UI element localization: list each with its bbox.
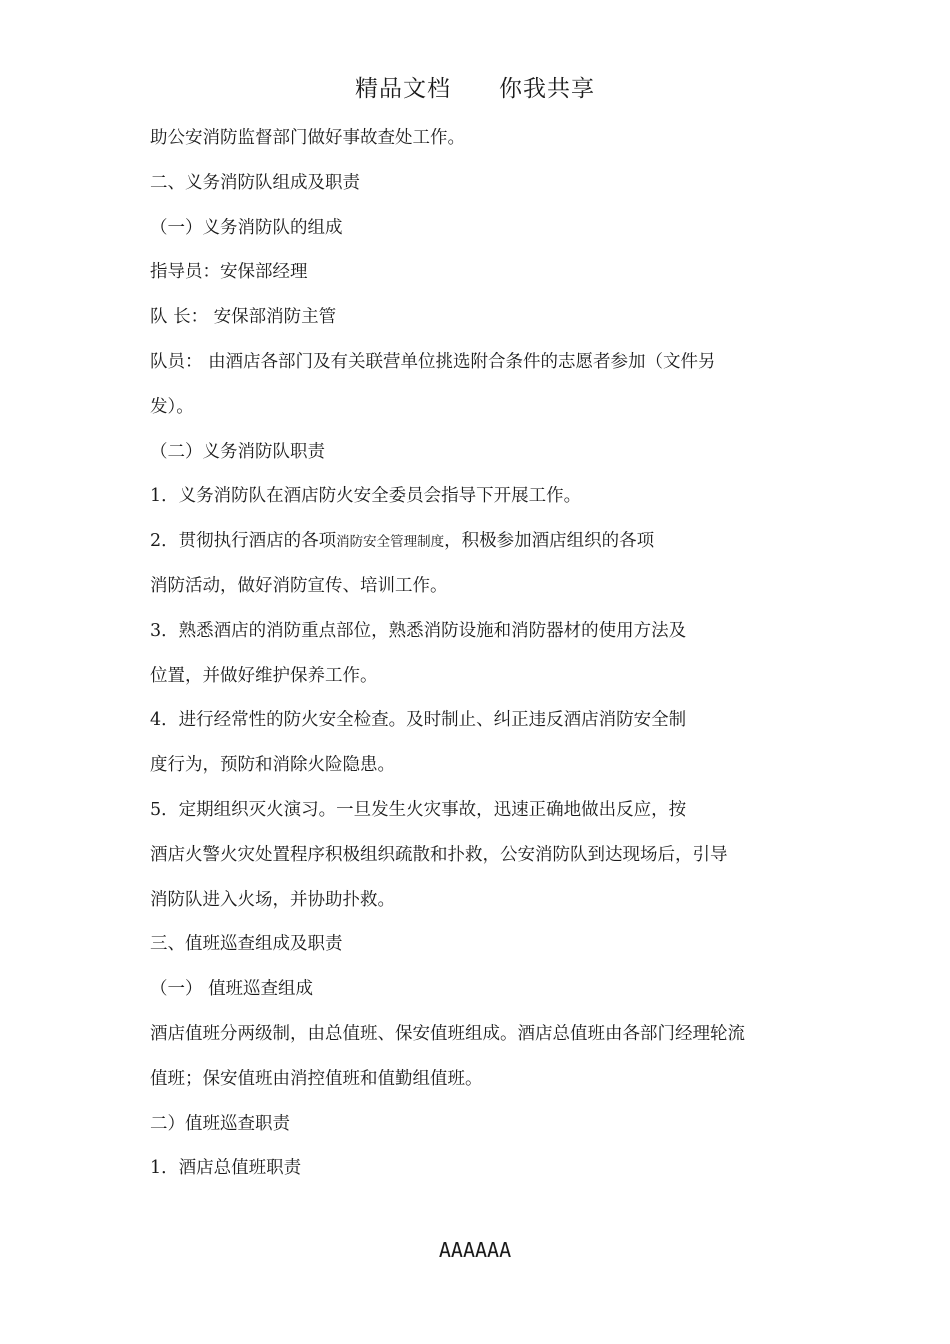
section-heading: 二、义务消防队组成及职责 [150, 172, 360, 193]
page-footer: AAAAAA [438, 1238, 512, 1262]
list-item: 1．义务消防队在酒店防火安全委员会指导下开展工作。 [150, 486, 582, 507]
subsection-heading: 二）值班巡查职责 [150, 1113, 290, 1134]
body-line: 度行为，预防和消除火险隐患。 [150, 755, 395, 776]
list-item-small-text: 消防安全管理制度 [336, 534, 445, 551]
body-line: 酒店值班分两级制，由总值班、保安值班组成。酒店总值班由各部门经理轮流 [150, 1023, 745, 1044]
body-line: 酒店火警火灾处置程序积极组织疏散和扑救，公安消防队到达现场后，引导 [150, 844, 728, 865]
document-body [150, 124, 820, 1199]
body-line: 消防活动，做好消防宣传、培训工作。 [150, 575, 448, 596]
header-right-text: 你我共享 [499, 76, 595, 102]
body-line: 位置，并做好维护保养工作。 [150, 665, 378, 686]
body-line: 队 长： 安保部消防主管 [150, 307, 337, 328]
header-left-text: 精品文档 [355, 76, 451, 102]
list-item [150, 527, 820, 572]
list-item: 1．酒店总值班职责 [150, 1158, 302, 1179]
page-header [0, 70, 950, 103]
body-line: 助公安消防监督部门做好事故查处工作。 [150, 128, 465, 148]
list-item: 3．熟悉酒店的消防重点部位，熟悉消防设施和消防器材的使用方法及 [150, 620, 687, 641]
subsection-heading: （一） 值班巡查组成 [150, 979, 314, 1000]
subsection-heading: （二）义务消防队职责 [150, 441, 325, 462]
subsection-heading: （一）义务消防队的组成 [150, 217, 343, 238]
list-item: 5．定期组织灭火演习。一旦发生火灾事故，迅速正确地做出反应，按 [150, 799, 687, 820]
body-line: 值班；保安值班由消控值班和值勤组值班。 [150, 1068, 483, 1089]
list-item-text: ，积极参加酒店组织的各项 [444, 531, 655, 552]
body-line: 指导员：安保部经理 [150, 262, 308, 283]
body-line: 队员： 由酒店各部门及有关联营单位挑选附合条件的志愿者参加（文件另 [150, 351, 716, 372]
body-line: 消防队进入火场，并协助扑救。 [150, 889, 395, 910]
body-line: 发）。 [150, 396, 194, 417]
list-item: 4．进行经常性的防火安全检查。及时制止、纠正违反酒店消防安全制 [150, 710, 687, 731]
section-heading: 三、值班巡查组成及职责 [150, 934, 343, 955]
list-item-text: 2．贯彻执行酒店的各项 [150, 531, 337, 552]
